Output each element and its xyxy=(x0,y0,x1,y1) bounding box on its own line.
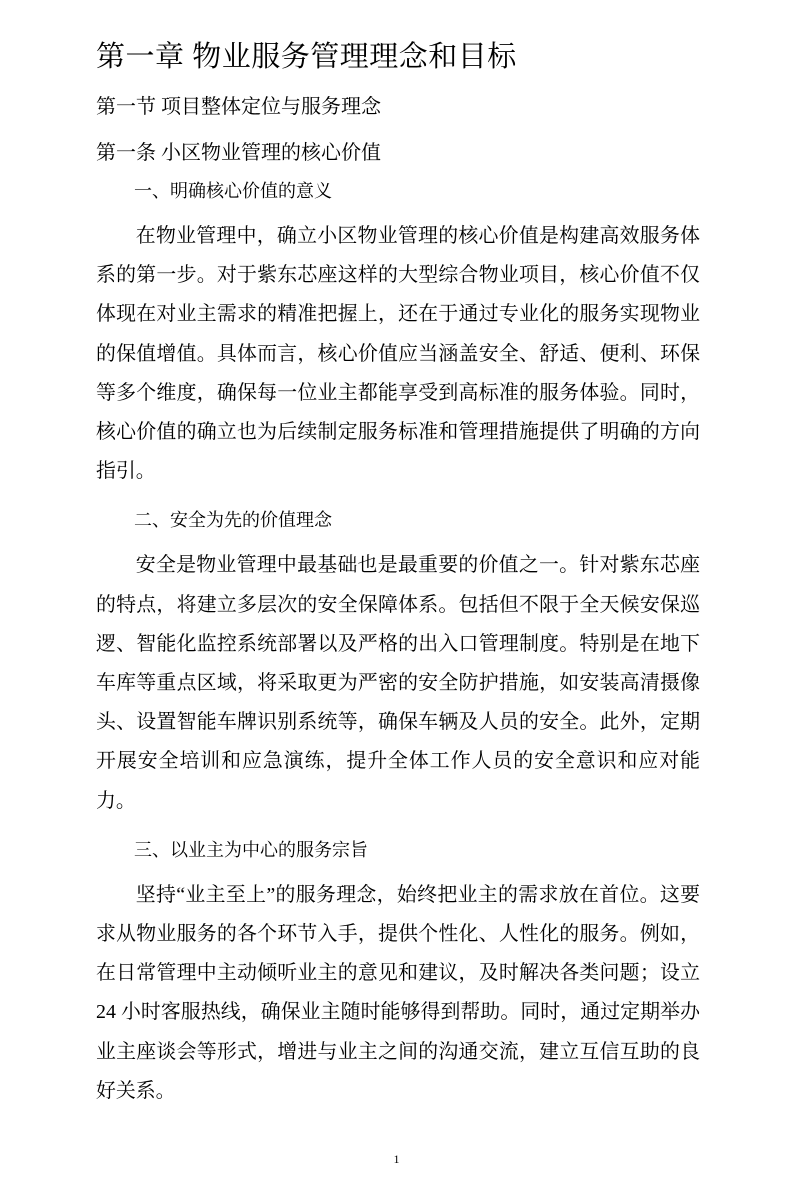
chapter-title: 第一章 物业服务管理理念和目标 xyxy=(96,41,517,73)
article-title: 第一条 小区物业管理的核心价值 xyxy=(96,142,381,164)
document-page xyxy=(96,0,700,1111)
paragraph-2: 安全是物业管理中最基础也是最重要的价值之一。针对紫东芯座的特点，将建立多层次的安全保障体系。包括但不限于全天候安保巡逻、智能化监控系统部署以及严格的出入口管理制度。特别是在地下车库等重点区域，将采取更为严密的安全防护措施，如安装高清摄像头、设置智能车牌识别系统等，确保车辆及人员的安全。此外，定期开展安全培训和应急演练，提升全体工作人员的安全意识和应对能力。 xyxy=(96,554,700,812)
subheading-3: 三、以业主为中心的服务宗旨 xyxy=(134,839,368,860)
section-title: 第一节 项目整体定位与服务理念 xyxy=(96,96,381,118)
paragraph-3: 坚持“业主至上”的服务理念，始终把业主的需求放在首位。这要求从物业服务的各个环节入手，提供个性化、人性化的服务。例如，在日常管理中主动倾听业主的意见和建议，及时解决各类问题；设立 24 小时客服热线，确保业主随时能够得到帮助。同时，通过定期举办业主座谈会等形式，增进与业主之间的沟通交流，建立互信互助的良好关系。 xyxy=(96,883,700,1102)
document-body xyxy=(96,172,700,1111)
subheading-2: 二、安全为先的价值理念 xyxy=(134,510,332,531)
subheading-1: 一、明确核心价值的意义 xyxy=(134,181,332,201)
page-number: 1 xyxy=(393,1152,400,1167)
paragraph-1: 在物业管理中，确立小区物业管理的核心价值是构建高效服务体系的第一步。对于紫东芯座这样的大型综合物业项目，核心价值不仅体现在对业主需求的精准把握上，还在于通过专业化的服务实现物业的保值增值。具体而言，核心价值应当涵盖安全、舒适、便利、环保等多个维度，确保每一位业主都能享受到高标准的服务体验。同时，核心价值的确立也为后续制定服务标准和管理措施提供了明确的方向指引。 xyxy=(96,225,700,483)
